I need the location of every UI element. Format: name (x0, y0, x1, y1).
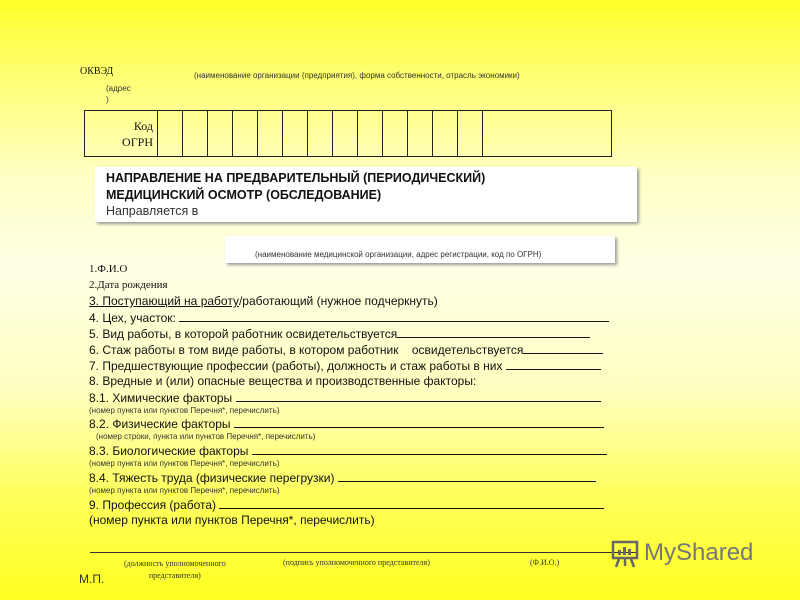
ogrn-digit-cell[interactable] (158, 111, 183, 157)
ogrn-digit-cell[interactable] (408, 111, 433, 157)
ogrn-wide-cell[interactable] (483, 111, 612, 157)
field-work-type: 5. Вид работы, в которой работник освидетельствуется (89, 326, 590, 341)
title-line-1: НАПРАВЛЕНИЕ НА ПРЕДВАРИТЕЛЬНЫЙ (ПЕРИОДИЧЕСКИЙ) (106, 171, 486, 185)
signature-line[interactable] (90, 552, 638, 553)
previous-jobs-input[interactable] (506, 358, 601, 370)
labor-severity-note: (номер пункта или пунктов Перечня*, перечислить) (89, 486, 280, 495)
field-experience: 6. Стаж работы в том виде работы, в котором работник освидетельствуется (89, 342, 603, 357)
org-caption: (наименование организации (предприятия), форма собственности, отрасль экономики) (194, 71, 520, 80)
med-org-caption: (наименование медицинской организации, адрес регистрации, код по ОГРН) (255, 250, 542, 259)
field-labor-severity: 8.4. Тяжесть труда (физические перегрузки) (89, 470, 596, 485)
myshared-watermark: MyShared (610, 538, 753, 568)
field-hazards: 8. Вредные и (или) опасные вещества и производственные факторы: (89, 374, 477, 388)
field-chemical: 8.1. Химические факторы (89, 390, 601, 405)
fio-caption: (Ф.И.О.) (530, 558, 560, 567)
ogrn-digit-cell[interactable] (433, 111, 458, 157)
field-physical: 8.2. Физические факторы (89, 416, 604, 431)
ogrn-digit-cell[interactable] (458, 111, 483, 157)
labor-severity-input[interactable] (338, 470, 596, 482)
workshop-input[interactable] (179, 310, 609, 322)
field-profession: 9. Профессия (работа) (89, 497, 604, 512)
physical-input[interactable] (234, 416, 604, 428)
profession-input[interactable] (219, 497, 604, 509)
biological-input[interactable] (252, 443, 607, 455)
ogrn-digit-cell[interactable] (383, 111, 408, 157)
position-caption: (должность уполномоченного представителя) (124, 559, 226, 580)
ogrn-digit-cell[interactable] (258, 111, 283, 157)
field-previous-jobs: 7. Предшествующие профессии (работы), должность и стаж работы в них (89, 358, 601, 373)
stamp-label: М.П. (79, 572, 105, 586)
biological-note: (номер пункта или пунктов Перечня*, перечислить) (89, 459, 280, 468)
field-workshop: 4. Цех, участок: (89, 310, 609, 325)
ogrn-label: Код ОГРН (85, 111, 158, 157)
ogrn-digit-cell[interactable] (283, 111, 308, 157)
field-fio: 1.Ф.И.О (89, 263, 128, 275)
ogrn-digit-cell[interactable] (208, 111, 233, 157)
ogrn-digit-cell[interactable] (308, 111, 333, 157)
title-line-2: МЕДИЦИНСКИЙ ОСМОТР (ОБСЛЕДОВАНИЕ) (106, 188, 382, 202)
physical-note: (номер строки, пункта или пунктов Перечня*, перечислить) (96, 432, 316, 441)
chemical-input[interactable] (236, 390, 601, 402)
chemical-note: (номер пункта или пунктов Перечня*, перечислить) (89, 406, 280, 415)
sign-caption: (подпись уполномоченного представителя) (283, 558, 430, 567)
profession-note: (номер пункта или пунктов Перечня*, перечислить) (89, 513, 375, 527)
med-org-field[interactable] (225, 236, 615, 263)
field-birthdate: 2.Дата рождения (89, 279, 168, 291)
okved-label: ОКВЭД (80, 66, 114, 77)
directed-to-label: Направляется в (106, 204, 199, 218)
ogrn-code-table (84, 110, 612, 157)
title-box (95, 167, 637, 222)
experience-input[interactable] (523, 342, 603, 354)
ogrn-digit-cell[interactable] (183, 111, 208, 157)
field-status: 3. Поступающий на работу/работающий (нужное подчеркнуть) (89, 294, 438, 308)
presentation-board-icon (610, 538, 640, 568)
ogrn-digit-cell[interactable] (358, 111, 383, 157)
work-type-input[interactable] (397, 326, 590, 338)
field-biological: 8.3. Биологические факторы (89, 443, 607, 458)
ogrn-digit-cell[interactable] (333, 111, 358, 157)
ogrn-digit-cell[interactable] (233, 111, 258, 157)
address-caption: (адрес ) (106, 84, 131, 104)
